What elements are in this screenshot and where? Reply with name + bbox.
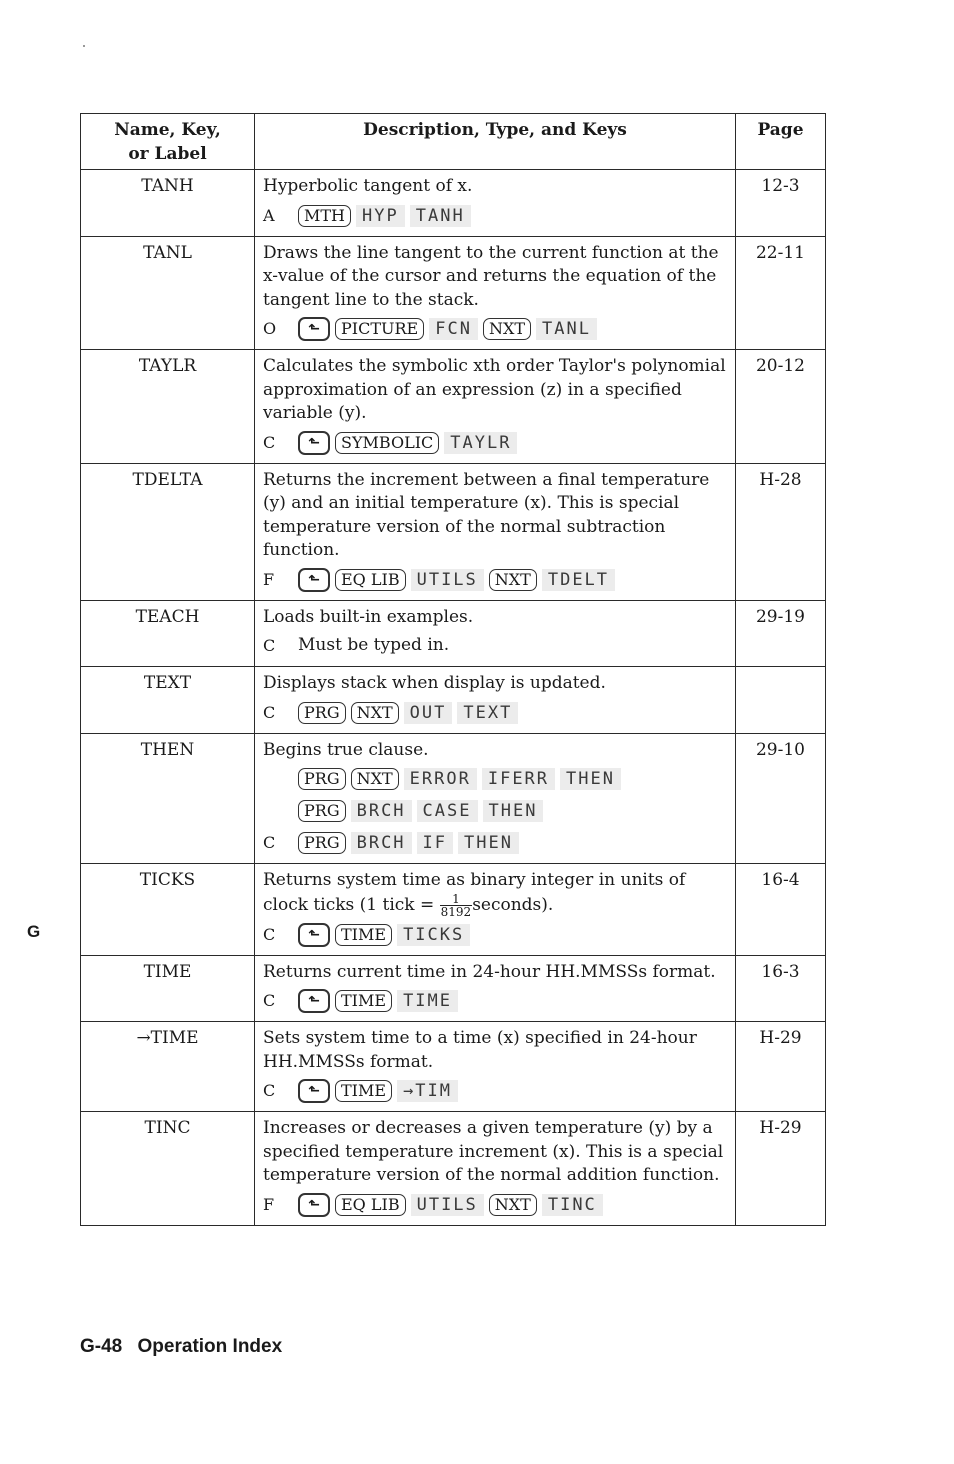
page-reference: 29-10 bbox=[736, 733, 826, 864]
operation-description: Loads built-in examples. bbox=[263, 606, 474, 627]
operation-description-cell bbox=[255, 600, 736, 667]
scan-speck bbox=[83, 45, 85, 47]
key-note: Must be typed in. bbox=[298, 635, 450, 656]
left-shift-key-icon: ⬑ bbox=[298, 568, 330, 592]
menu-label: IF bbox=[417, 832, 453, 854]
table-row bbox=[81, 350, 826, 464]
key-sequence bbox=[263, 796, 729, 826]
key-sequence bbox=[263, 698, 729, 728]
keyboard-key: PRG bbox=[298, 832, 346, 854]
key-sequence bbox=[263, 764, 729, 794]
page-footer bbox=[80, 1336, 282, 1358]
keyboard-key: TIME bbox=[335, 924, 392, 946]
key-sequence bbox=[263, 986, 729, 1016]
type-code: C bbox=[263, 432, 276, 452]
operation-description: Draws the line tangent to the current function at the x-value of the cursor and returns the equation of the tangent line to the stack. bbox=[263, 242, 719, 310]
operation-name: →TIME bbox=[81, 1022, 255, 1112]
keyboard-key: TIME bbox=[335, 1080, 392, 1102]
header-name-key-label bbox=[81, 114, 255, 170]
table-row bbox=[81, 1112, 826, 1226]
menu-label: TIME bbox=[397, 990, 458, 1012]
table-row bbox=[81, 236, 826, 350]
page-reference bbox=[736, 667, 826, 734]
operation-index-table bbox=[80, 113, 826, 1226]
key-sequence bbox=[263, 314, 729, 344]
keyboard-key: EQ LIB bbox=[335, 569, 406, 591]
type-code: C bbox=[263, 924, 276, 944]
type-code: C bbox=[263, 702, 276, 722]
footer-section-title: Operation Index bbox=[137, 1336, 283, 1357]
left-shift-key-icon: ⬑ bbox=[298, 1079, 330, 1103]
header-name-line-1: Name, Key, bbox=[114, 120, 221, 140]
page-reference: 29-19 bbox=[736, 600, 826, 667]
type-code: A bbox=[263, 205, 275, 225]
operation-description: Returns the increment between a final temperature (y) and an initial temperature (x). This is special temperature version of the normal subtraction function. bbox=[263, 469, 710, 560]
operation-description-cell bbox=[255, 236, 736, 350]
menu-label: THEN bbox=[483, 800, 544, 822]
menu-label: TANH bbox=[410, 205, 471, 227]
operation-description: Calculates the symbolic xth order Taylor's polynomial approximation of an expression (z) in a specified variable (y). bbox=[263, 356, 726, 423]
page-reference: 12-3 bbox=[736, 170, 826, 237]
menu-label: THEN bbox=[458, 832, 519, 854]
edge-tab-letter: G bbox=[27, 922, 41, 941]
page-reference: H-29 bbox=[736, 1022, 826, 1112]
left-shift-key-icon: ⬑ bbox=[298, 1193, 330, 1217]
menu-label: HYP bbox=[356, 205, 405, 227]
key-sequence bbox=[263, 565, 729, 595]
keyboard-key: NXT bbox=[351, 702, 399, 724]
table-row bbox=[81, 463, 826, 600]
operation-name: TANL bbox=[81, 236, 255, 350]
keyboard-key: PRG bbox=[298, 768, 346, 790]
operation-description-cell bbox=[255, 864, 736, 956]
operation-description: Increases or decreases a given temperature (y) by a specified temperature increment (x). This is a special temperature version of the normal addition function. bbox=[263, 1118, 724, 1185]
left-shift-key-icon: ⬑ bbox=[298, 317, 330, 341]
table-row bbox=[81, 667, 826, 734]
operation-description: Sets system time to a time (x) specified in 24-hour HH.MMSSs format. bbox=[263, 1028, 697, 1072]
operation-name: TDELTA bbox=[81, 463, 255, 600]
operation-description-cell bbox=[255, 733, 736, 864]
menu-label: THEN bbox=[560, 768, 621, 790]
key-sequence bbox=[263, 631, 729, 661]
operation-description-cell bbox=[255, 463, 736, 600]
type-code: C bbox=[263, 1081, 276, 1101]
menu-label: TINC bbox=[542, 1194, 603, 1216]
operation-description: Displays stack when display is updated. bbox=[263, 673, 606, 693]
operation-description-cell bbox=[255, 955, 736, 1022]
left-shift-key-icon: ⬑ bbox=[298, 989, 330, 1013]
table-row bbox=[81, 733, 826, 864]
left-shift-key-icon: ⬑ bbox=[298, 923, 330, 947]
type-code: F bbox=[263, 569, 275, 589]
type-code: O bbox=[263, 319, 277, 339]
menu-label: TANL bbox=[536, 318, 597, 340]
header-page: Page bbox=[736, 114, 826, 170]
description-post: seconds). bbox=[472, 894, 554, 915]
keyboard-key: MTH bbox=[298, 205, 351, 227]
left-shift-key-icon: ⬑ bbox=[298, 431, 330, 455]
key-sequence bbox=[263, 1190, 729, 1220]
type-code: C bbox=[263, 991, 276, 1011]
operation-description: Hyperbolic tangent of x. bbox=[263, 176, 473, 196]
keyboard-key: NXT bbox=[489, 1194, 537, 1216]
keyboard-key: NXT bbox=[483, 318, 531, 340]
menu-label: UTILS bbox=[411, 569, 484, 591]
menu-label: UTILS bbox=[411, 1194, 484, 1216]
keyboard-key: PICTURE bbox=[335, 318, 424, 340]
key-sequence bbox=[263, 1076, 729, 1106]
page-reference: H-29 bbox=[736, 1112, 826, 1226]
key-sequence bbox=[263, 828, 729, 858]
key-sequence bbox=[263, 920, 729, 950]
operation-name: TICKS bbox=[81, 864, 255, 956]
operation-name: THEN bbox=[81, 733, 255, 864]
type-code: C bbox=[263, 833, 276, 853]
page-reference: 22-11 bbox=[736, 236, 826, 350]
operation-name: TANH bbox=[81, 170, 255, 237]
keyboard-key: SYMBOLIC bbox=[335, 432, 439, 454]
operation-description: Begins true clause. bbox=[263, 739, 429, 760]
operation-name: TEACH bbox=[81, 600, 255, 667]
page-reference: 16-3 bbox=[736, 955, 826, 1022]
keyboard-key: EQ LIB bbox=[335, 1194, 406, 1216]
operation-description-cell bbox=[255, 1022, 736, 1112]
menu-label: OUT bbox=[404, 702, 453, 724]
key-sequence bbox=[263, 428, 729, 458]
menu-label: TICKS bbox=[397, 924, 470, 946]
menu-label: TEXT bbox=[457, 702, 518, 724]
fraction bbox=[440, 893, 473, 918]
type-code: F bbox=[263, 1194, 275, 1214]
menu-label: IFERR bbox=[482, 768, 555, 790]
description-pre: Returns system time as binary integer in units of clock ticks (1 tick = bbox=[263, 870, 686, 915]
operation-description-cell bbox=[255, 667, 736, 734]
menu-label: FCN bbox=[429, 318, 478, 340]
operation-name: TIME bbox=[81, 955, 255, 1022]
menu-label: TDELT bbox=[542, 569, 615, 591]
keyboard-key: NXT bbox=[351, 768, 399, 790]
menu-label: CASE bbox=[417, 800, 478, 822]
menu-label: TAYLR bbox=[444, 432, 517, 454]
table-row bbox=[81, 600, 826, 667]
table-row bbox=[81, 170, 826, 237]
header-description: Description, Type, and Keys bbox=[255, 114, 736, 170]
page-reference: 16-4 bbox=[736, 864, 826, 956]
operation-name: TAYLR bbox=[81, 350, 255, 464]
type-code: C bbox=[263, 636, 276, 656]
menu-label: →TIM bbox=[397, 1080, 458, 1102]
key-sequence bbox=[263, 201, 729, 231]
operation-description-cell bbox=[255, 350, 736, 464]
table-header-row bbox=[81, 114, 826, 170]
operation-description-cell bbox=[255, 1112, 736, 1226]
operation-description-cell bbox=[255, 170, 736, 237]
operation-description: Returns current time in 24-hour HH.MMSSs format. bbox=[263, 961, 716, 982]
operation-name: TEXT bbox=[81, 667, 255, 734]
menu-label: BRCH bbox=[351, 832, 412, 854]
page-reference: H-28 bbox=[736, 463, 826, 600]
fraction-denominator: 8192 bbox=[440, 904, 472, 919]
footer-page-number: G-48 bbox=[80, 1336, 123, 1357]
page-reference: 20-12 bbox=[736, 350, 826, 464]
keyboard-key: TIME bbox=[335, 990, 392, 1012]
keyboard-key: PRG bbox=[298, 800, 346, 822]
table-row bbox=[81, 1022, 826, 1112]
table-row bbox=[81, 864, 826, 956]
keyboard-key: PRG bbox=[298, 702, 346, 724]
table-row bbox=[81, 955, 826, 1022]
menu-label: BRCH bbox=[351, 800, 412, 822]
menu-label: ERROR bbox=[404, 768, 477, 790]
operation-description bbox=[263, 869, 729, 918]
operation-name: TINC bbox=[81, 1112, 255, 1226]
keyboard-key: NXT bbox=[489, 569, 537, 591]
fraction-numerator: 1 bbox=[440, 893, 473, 906]
header-name-line-2: or Label bbox=[128, 143, 207, 164]
table-body bbox=[81, 170, 826, 1226]
